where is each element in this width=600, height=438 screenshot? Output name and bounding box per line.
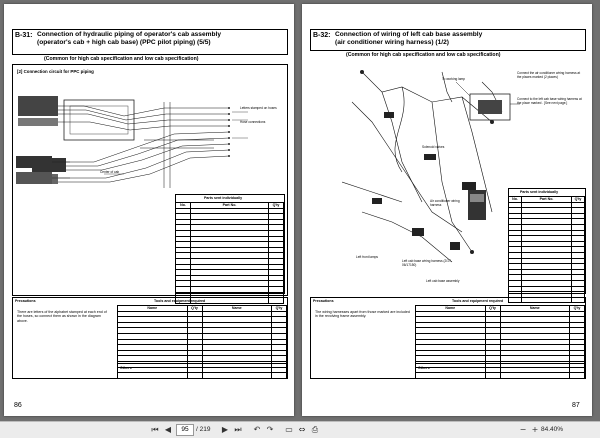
title-line-2: (air conditioner wiring harness) (1/2) <box>335 39 449 46</box>
page-subtitle: (Common for high cab specification and low cab specification) <box>44 56 199 62</box>
precautions-label: Precautions <box>313 299 334 303</box>
viewer-toolbar <box>0 421 600 438</box>
others-box <box>117 363 288 379</box>
others-label: Others <box>120 366 132 370</box>
zoom-level[interactable]: 84.40% <box>541 426 564 433</box>
page-86 <box>4 4 294 416</box>
zoom-out-icon[interactable]: − <box>519 425 527 434</box>
tools-title: Tools and equipment required <box>452 299 504 303</box>
col-part-no: Part No. <box>191 203 269 209</box>
zoom-in-icon[interactable]: + <box>531 425 539 434</box>
hose-end-detail <box>14 152 74 192</box>
callout-hose-connections: Hose connections <box>240 120 266 124</box>
label-solenoid: Solenoid valves <box>422 145 445 149</box>
tools-title: Tools and equipment required <box>154 299 206 303</box>
col-qty: Q'ty <box>272 306 287 312</box>
label-left-lamps: Left front lamps <box>356 255 378 259</box>
section-code: B-32: <box>313 32 331 39</box>
last-page-icon[interactable]: ⏭ <box>234 425 242 434</box>
forward-icon[interactable]: ↷ <box>266 425 274 434</box>
col-qty: Q'ty <box>187 306 202 312</box>
col-qty: Q'ty <box>570 306 585 312</box>
callout-center-of-cab: Center of cab <box>100 170 120 174</box>
col-qty: Q'ty <box>269 203 284 209</box>
label-working-lamp: To working lamp <box>442 77 466 81</box>
back-icon[interactable]: ↶ <box>253 425 261 434</box>
section-heading: [2] Connection circuit for PPC piping <box>17 69 94 74</box>
parts-title: Parts sent individually <box>204 196 243 200</box>
callout-stamped-letters: Letters stamped on hoses <box>240 106 277 110</box>
col-qty: Q'ty <box>485 306 500 312</box>
page-title <box>37 31 285 47</box>
parts-table <box>508 196 585 303</box>
others-label: Others <box>418 366 430 370</box>
col-no: No. <box>509 197 522 203</box>
note-ac-harness: Connect the air conditioner wiring harness at the places marked (2 places) <box>517 71 581 79</box>
col-name: Name <box>500 306 570 312</box>
title-line-2: (operator's cab + high cab base) (PPC pilot piping) (5/5) <box>37 39 211 46</box>
col-part-no: Part No. <box>522 197 572 203</box>
page-subtitle: (Common for high cab specification and low cab specification) <box>346 52 501 58</box>
left-cab-base-part <box>462 184 502 234</box>
others-box <box>415 363 586 379</box>
page-total: / 219 <box>196 426 211 433</box>
label-left-assembly: Left cab base assembly <box>426 279 460 283</box>
page-number: 87 <box>572 402 580 409</box>
parts-title: Parts sent individually <box>520 190 559 194</box>
col-name: Name <box>202 306 272 312</box>
precautions-label: Precautions <box>15 299 36 303</box>
label-left-base-harness: Left cab base wiring harness (2/1T-06/17150) <box>402 259 452 267</box>
first-page-icon[interactable]: ⏮ <box>151 425 159 434</box>
connector-detail <box>452 74 522 134</box>
col-no: No. <box>176 203 191 209</box>
precautions-text: There are letters of the alphabet stamped at each end of the hoses, so connect them as shown in the diagram above. <box>17 310 107 323</box>
page-number-input[interactable]: 95 <box>176 424 194 436</box>
col-qty: Q'ty <box>572 197 585 203</box>
col-name: Name <box>118 306 188 312</box>
section-code: B-31: <box>15 32 33 39</box>
next-page-icon[interactable]: ▶ <box>221 425 229 434</box>
page-number: 86 <box>14 402 22 409</box>
fit-page-icon[interactable]: ▭ <box>285 425 293 434</box>
prev-page-icon[interactable]: ◀ <box>164 425 172 434</box>
fit-width-icon[interactable]: ⇔ <box>298 425 306 434</box>
col-name: Name <box>416 306 486 312</box>
parts-table <box>175 202 284 304</box>
note-left-base: Connect to the left cab base wiring harness at the place marked . [See next page.] <box>517 97 582 105</box>
title-line-1: Connection of wiring of left cab base assembly <box>335 31 483 38</box>
precautions-text: The wiring harnesses apart from those marked are included in the revolving frame assembly. <box>315 310 410 319</box>
print-icon[interactable]: ⎙ <box>311 425 319 434</box>
page-87 <box>302 4 592 416</box>
page-title <box>335 31 583 47</box>
label-ac-harness: Air conditioner wiring harness <box>430 199 460 207</box>
title-line-1: Connection of hydraulic piping of operator's cab assembly <box>37 31 222 38</box>
